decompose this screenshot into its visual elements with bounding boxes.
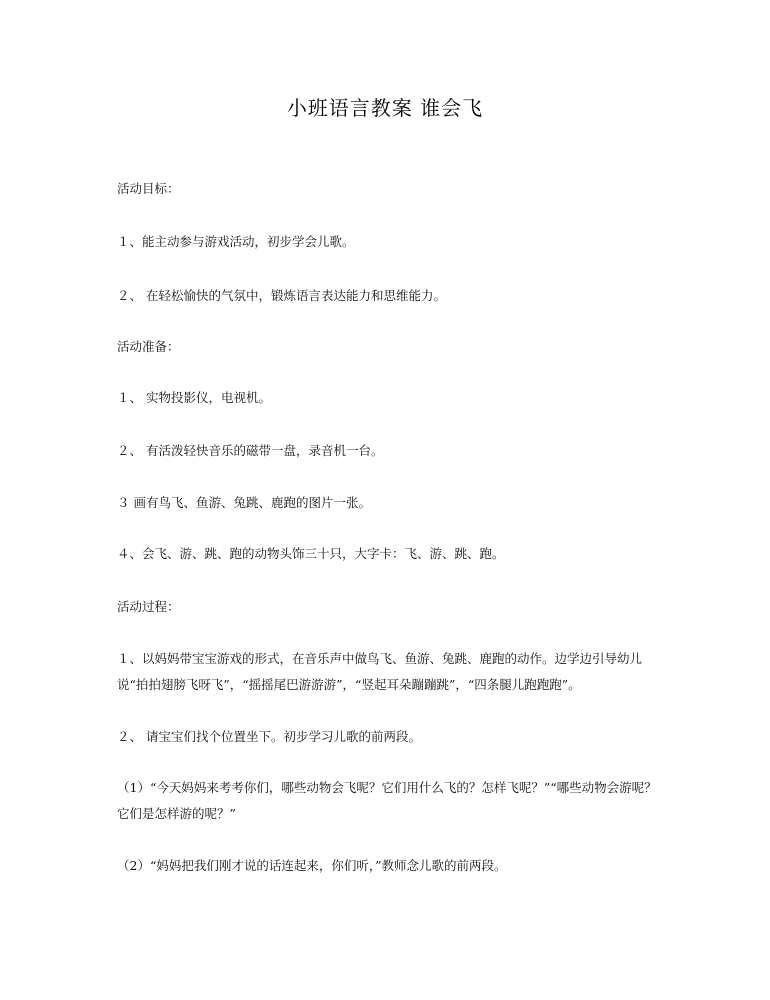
paragraph: ２、 有活泼轻快音乐的磁带一盘，录音机一台。 [117,443,384,458]
paragraph: １、 实物投影仪，电视机。 [117,390,271,405]
paragraph: （1）“今天妈妈来考考你们，哪些动物会飞呢？它们用什么飞的？怎样飞呢？”“哪些动物会游呢？它们是怎样游的呢？” [117,780,657,821]
paragraph: （2）“妈妈把我们刚才说的话连起来，你们听，”教师念儿歌的前两段。 [117,858,507,873]
section-heading-process: 活动过程： [117,599,180,614]
paragraph: ３ 画有鸟飞、鱼游、兔跳、鹿跑的图片一张。 [117,495,371,510]
paragraph: １、以妈妈带宝宝游戏的形式，在音乐声中做鸟飞、鱼游、兔跳、鹿跑的动作。边学边引导幼儿说“拍拍翅膀飞呀飞”，“摇摇尾巴游游游”，“竖起耳朵蹦蹦跳”，“四条腿儿跑跑跑”。 [117,651,643,692]
paragraph: ２、 在轻松愉快的气氛中，锻炼语言表达能力和思维能力。 [117,288,446,303]
section-heading-goals: 活动目标： [117,181,180,196]
paragraph: ２、 请宝宝们找个位置坐下。初步学习儿歌的前两段。 [117,729,421,744]
document-title: 小班语言教案 谁会飞 [286,96,484,120]
paragraph: ４、会飞、游、跳、跑的动物头饰三十只，大字卡：飞、游、跳、跑。 [117,546,505,561]
section-heading-preparation: 活动准备： [117,339,180,354]
paragraph: １、能主动参与游戏活动，初步学会儿歌。 [117,234,355,249]
